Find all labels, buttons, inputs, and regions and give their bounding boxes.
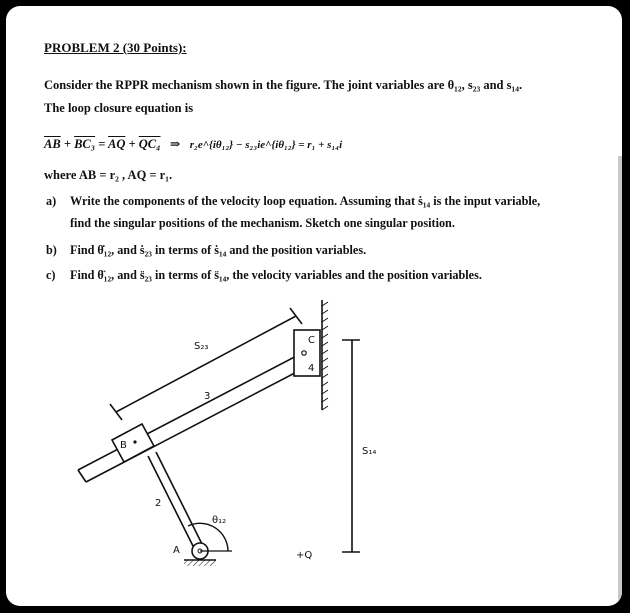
plus-sign-2: + bbox=[128, 137, 136, 151]
label-link-4: 4 bbox=[308, 363, 315, 374]
problem-title: PROBLEM 2 (30 Points): bbox=[44, 40, 187, 55]
s14-dimension-line bbox=[342, 340, 360, 552]
question-a-label: a) bbox=[46, 194, 57, 208]
label-s14: S₁₄ bbox=[362, 446, 377, 457]
where-definitions: where AB = r₂ , AQ = r₁. bbox=[44, 168, 173, 182]
question-a-text-2: find the singular positions of the mechanism. Sketch one singular position. bbox=[70, 216, 455, 230]
pivot-a bbox=[184, 543, 216, 566]
mechanism-figure bbox=[6, 6, 622, 606]
slider-4-guide bbox=[322, 300, 328, 410]
problem-sheet bbox=[6, 6, 622, 606]
vector-aq: $\overline{AQ}$ bbox=[108, 137, 126, 151]
label-link-2: 2 bbox=[155, 498, 162, 509]
vector-qc4: QC₄ bbox=[138, 137, 161, 151]
label-s23: S₂₃ bbox=[194, 341, 209, 352]
label-point-b: B bbox=[120, 440, 127, 451]
question-b-label: b) bbox=[46, 243, 57, 257]
label-point-a: A bbox=[173, 545, 180, 556]
question-c-text: Find θ̈₁₂, and s̈₂₃ in terms of s̈₁₄, the velocity variables and the position variables. bbox=[70, 268, 482, 282]
question-b-text: Find θ̇₁₂, and ṡ₂₃ in terms of ṡ₁₄ and the position variables. bbox=[70, 243, 367, 257]
complex-form-equation: r₂e^{iθ₁₂} − s₂₃ie^{iθ₁₂} = r₁ + s₁₄i bbox=[189, 139, 343, 151]
plus-sign-1: + bbox=[63, 137, 71, 151]
label-theta12: θ₁₂ bbox=[212, 515, 227, 526]
vector-bc3: BC₃ bbox=[74, 137, 96, 151]
intro-line-2: The loop closure equation is bbox=[44, 101, 194, 115]
slider-4-block bbox=[294, 330, 320, 376]
scrollbar[interactable] bbox=[618, 156, 622, 606]
label-link-3: 3 bbox=[204, 391, 211, 402]
question-c-label: c) bbox=[46, 268, 56, 282]
implies-arrow: ⇒ bbox=[169, 137, 181, 151]
vector-ab: $\overline{AB}$ bbox=[44, 137, 61, 151]
equals-sign: = bbox=[98, 137, 106, 151]
question-a-text-1: Write the components of the velocity loop equation. Assuming that ṡ₁₄ is the input variable, bbox=[70, 194, 541, 208]
label-point-q: +Q bbox=[296, 550, 313, 561]
intro-line-1: Consider the RPPR mechanism shown in the figure. The joint variables are θ₁₂, s₂₃ and s₁₄. bbox=[44, 78, 523, 92]
label-point-c: C bbox=[308, 335, 315, 346]
